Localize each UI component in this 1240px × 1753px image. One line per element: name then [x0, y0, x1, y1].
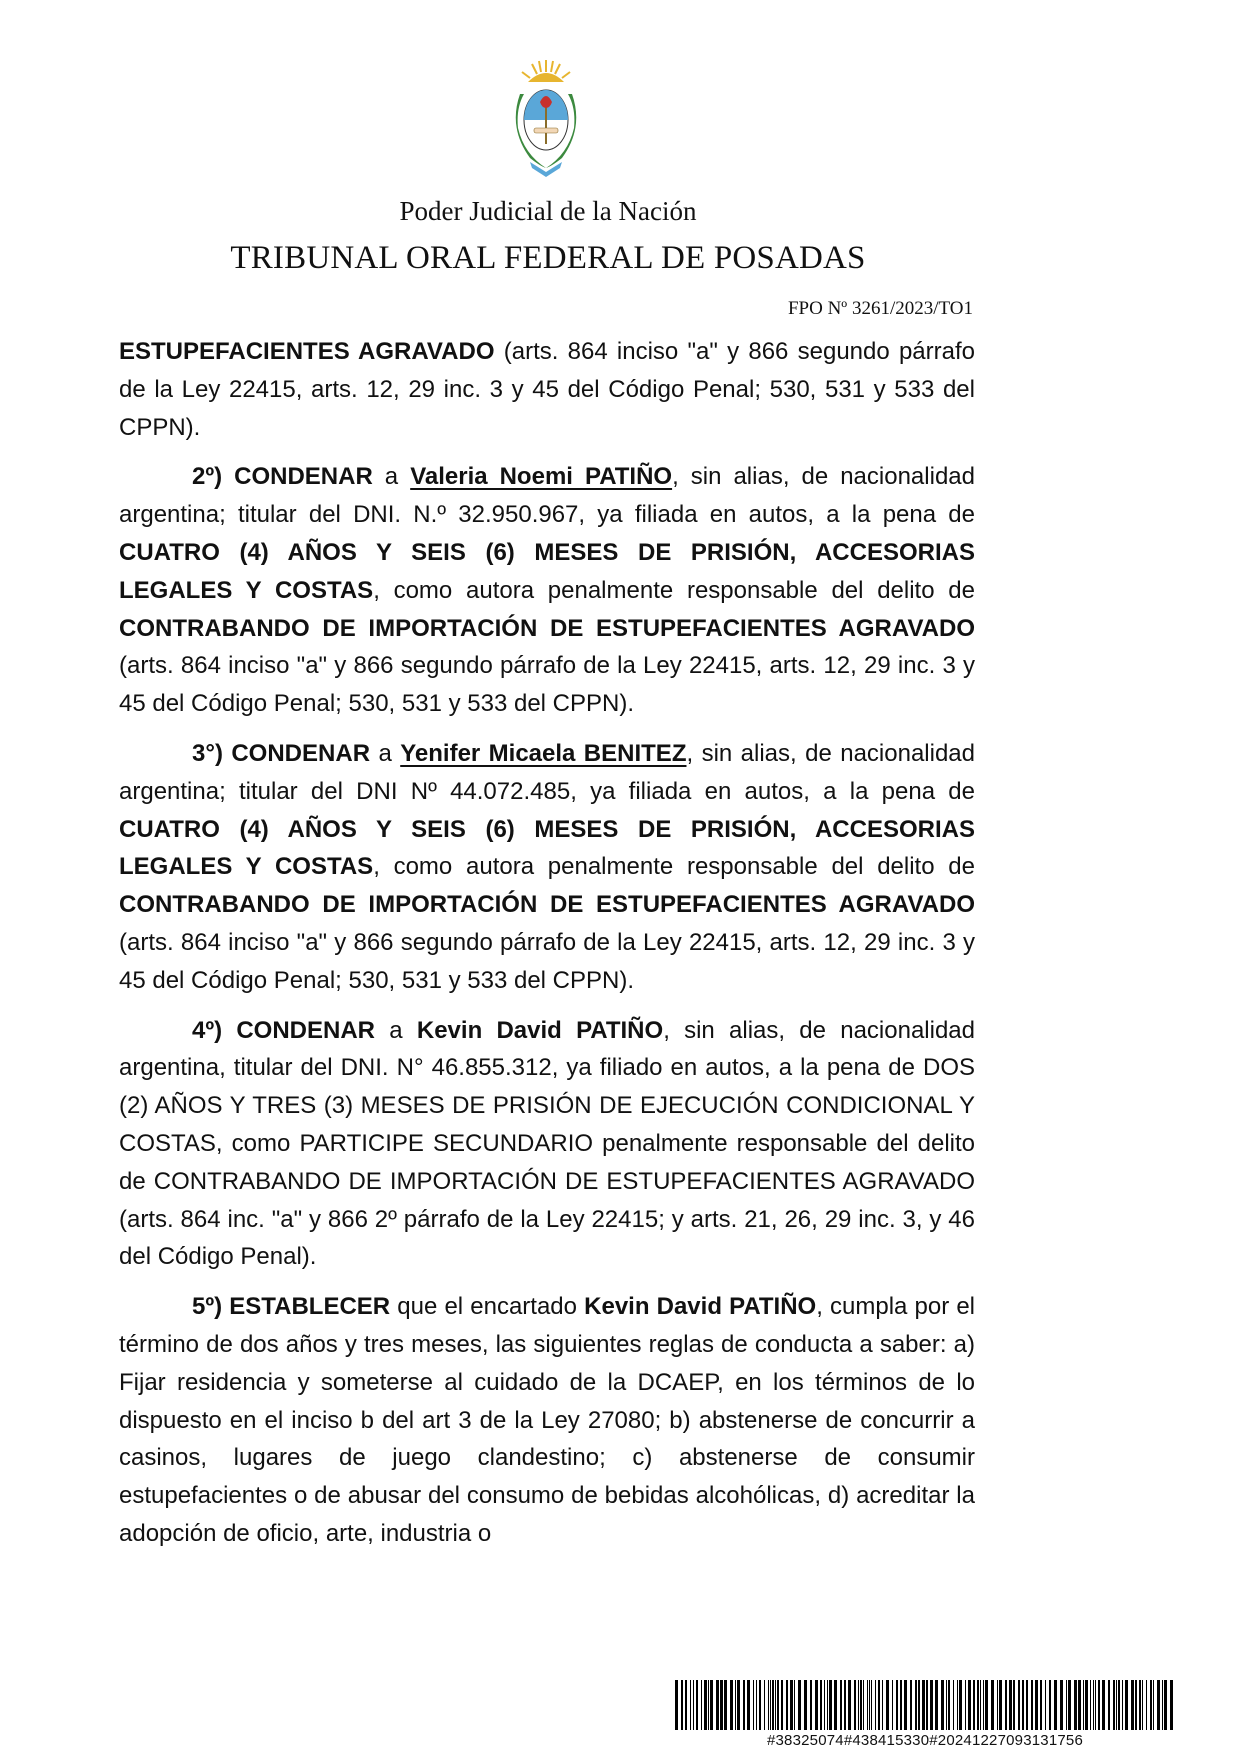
barcode-bar — [900, 1680, 902, 1730]
barcode-bar — [690, 1680, 691, 1730]
barcode-bar — [701, 1680, 702, 1730]
defendant-name: Valeria Noemi PATIÑO — [410, 463, 673, 491]
barcode-bar — [977, 1680, 979, 1730]
barcode-bar — [730, 1680, 733, 1730]
barcode-bar — [804, 1680, 807, 1730]
barcode-bar — [985, 1680, 988, 1730]
barcode-bar — [1108, 1680, 1110, 1730]
barcode-bar — [922, 1680, 925, 1730]
barcode-bar — [1113, 1680, 1115, 1730]
barcode-bar — [743, 1680, 745, 1730]
barcode-bar — [1135, 1680, 1137, 1730]
barcode-bar — [1083, 1680, 1084, 1730]
barcode-bar — [918, 1680, 920, 1730]
defendant-name: Yenifer Micaela BENITEZ — [400, 739, 687, 767]
coat-of-arms-icon — [506, 58, 586, 180]
sentence: CUATRO (4) AÑOS Y SEIS (6) MESES DE PRISIÓN, ACCESORIAS LEGALES Y COSTAS — [119, 815, 975, 881]
barcode-bar — [896, 1680, 898, 1730]
barcode-bar — [999, 1680, 1002, 1730]
barcode-bar — [959, 1680, 962, 1730]
barcode-bar — [781, 1680, 783, 1730]
barcode-bar — [892, 1680, 893, 1730]
barcode-bar — [871, 1680, 872, 1730]
barcode-bar — [735, 1680, 736, 1730]
legal-citation: (arts. 864 inciso "a" y 866 segundo párrafo de la Ley 22415, arts. 12, 29 inc. 3 y 45 del Código Penal; 530, 531 y 533 del CPPN). — [119, 652, 975, 718]
crime-name: ESTUPEFACIENTES AGRAVADO — [119, 338, 495, 365]
barcode-bar — [1153, 1680, 1154, 1730]
barcode-bar — [770, 1680, 771, 1730]
barcode-bar — [1098, 1680, 1100, 1730]
barcode-bar — [1116, 1680, 1117, 1730]
barcode-bar — [840, 1680, 842, 1730]
barcode-bar — [710, 1680, 713, 1730]
barcode-bar — [724, 1680, 727, 1730]
barcode-bar — [878, 1680, 880, 1730]
barcode-bar — [737, 1680, 740, 1730]
barcode-bar — [997, 1680, 998, 1730]
barcode-bar — [1090, 1680, 1091, 1730]
barcode-bar — [820, 1680, 822, 1730]
barcode-bar — [1139, 1680, 1141, 1730]
ruling-label: 5º) ESTABLECER — [192, 1293, 391, 1321]
barcode-bar — [720, 1680, 723, 1730]
barcode-bar — [1018, 1680, 1020, 1730]
barcode-bar — [1131, 1680, 1134, 1730]
paragraph-4: 4º) CONDENAR a Kevin David PATIÑO, sin alias, de nacionalidad argentina, titular del DNI. N° 46.855.312, ya filiado en autos, a la pena de DOS (2) AÑOS Y TRES (3) MESES DE PRISIÓN DE EJECUCIÓN CONDICIONAL Y COSTAS, como PARTICIPE SECUNDARIO penalmente responsable del delito de CONTRABANDO DE IMPORTACIÓN DE ESTUPEFACIENTES AGRAVADO (arts. 864 inc. "a" y 866 2º párrafo de la Ley 22415; y arts. 21, 26, 29 inc. 3, y 46 del Código Penal). — [119, 1016, 976, 1271]
crime-name: CONTRABANDO DE IMPORTACIÓN DE ESTUPEFACIENTES AGRAVADO — [119, 891, 975, 919]
barcode-icon — [675, 1680, 1175, 1730]
barcode-bar — [1035, 1680, 1038, 1730]
header-court: TRIBUNAL ORAL FEDERAL DE POSADAS — [230, 240, 866, 276]
barcode-bar — [860, 1680, 862, 1730]
barcode-bar — [693, 1680, 694, 1730]
barcode-bar — [764, 1680, 765, 1730]
barcode-bar — [1031, 1680, 1033, 1730]
barcode-bar — [777, 1680, 779, 1730]
paragraph-3: 3°) CONDENAR a Yenifer Micaela BENITEZ, sin alias, de nacionalidad argentina; titular del DNI Nº 44.072.485, ya filiada en autos, a la pena de CUATRO (4) AÑOS Y SEIS (6) MESES DE PRISIÓN, ACCESORIAS LEGALES Y COSTAS, como autora penalmente responsable del delito de CONTRABANDO DE IMPORTACIÓN DE ESTUPEFACIENTES AGRAVADO (arts. 864 inciso "a" y 866 segundo párrafo de la Ley 22415, arts. 12, 29 inc. 3 y 45 del Código Penal; 530, 531 y 533 del CPPN). — [119, 739, 976, 994]
document-body — [119, 333, 975, 1565]
barcode-bar — [1054, 1680, 1057, 1730]
barcode-bar — [1162, 1680, 1163, 1730]
paragraph-1 — [119, 333, 975, 446]
barcode-bar — [1102, 1680, 1105, 1730]
defendant-name: Kevin David PATIÑO — [584, 1293, 817, 1321]
barcode-bar — [1125, 1680, 1128, 1730]
barcode-bar — [991, 1680, 994, 1730]
barcode-bar — [926, 1680, 928, 1730]
barcode-bar — [1074, 1680, 1077, 1730]
barcode-bar — [1022, 1680, 1024, 1730]
barcode-bar — [1118, 1680, 1120, 1730]
barcode-bar — [858, 1680, 859, 1730]
barcode-bar — [1146, 1680, 1147, 1730]
barcode-bar — [768, 1680, 769, 1730]
barcode-bar — [869, 1680, 870, 1730]
barcode-bar — [854, 1680, 856, 1730]
barcode-bar — [1009, 1680, 1012, 1730]
barcode-bar — [848, 1680, 851, 1730]
barcode-bar — [696, 1680, 698, 1730]
barcode-bar — [790, 1680, 793, 1730]
barcode-bar — [1026, 1680, 1028, 1730]
barcode-bar — [756, 1680, 757, 1730]
barcode-bar — [829, 1680, 832, 1730]
barcode-bar — [1150, 1680, 1152, 1730]
barcode-bar — [685, 1680, 687, 1730]
barcode-bar — [941, 1680, 944, 1730]
barcode-bar — [867, 1680, 868, 1730]
barcode-bar — [834, 1680, 837, 1730]
barcode-bar — [1045, 1680, 1046, 1730]
barcode-bar — [935, 1680, 938, 1730]
barcode-bar — [786, 1680, 788, 1730]
barcode-bar — [824, 1680, 825, 1730]
barcode-bar — [1142, 1680, 1143, 1730]
barcode-bar — [948, 1680, 950, 1730]
barcode-bar — [794, 1680, 795, 1730]
barcode-bar — [953, 1680, 954, 1730]
barcode-bar — [798, 1680, 801, 1730]
ruling-label: 3°) CONDENAR — [192, 739, 371, 767]
legal-citation: (arts. 864 inciso "a" y 866 segundo párrafo de la Ley 22415, arts. 12, 29 inc. 3 y 45 del Código Penal; 530, 531 y 533 del CPPN). — [119, 928, 975, 994]
header-institution: Poder Judicial de la Nación — [399, 196, 697, 226]
barcode-bar — [1085, 1680, 1088, 1730]
barcode-bar — [1068, 1680, 1071, 1730]
barcode-bar — [704, 1680, 707, 1730]
barcode-bar — [1013, 1680, 1015, 1730]
barcode-bar — [753, 1680, 754, 1730]
legal-citation: (arts. 864 inciso "a" y 866 segundo párrafo de la Ley 22415, arts. 12, 29 inc. 3 y 45 del Código Penal; 530, 531 y 533 del CPPN). — [119, 338, 975, 441]
barcode-bar — [1060, 1680, 1063, 1730]
barcode-bar — [759, 1680, 761, 1730]
ruling-label: 2º) CONDENAR — [192, 463, 373, 491]
barcode-bar — [1005, 1680, 1007, 1730]
barcode-bar — [957, 1680, 958, 1730]
barcode-bar — [1122, 1680, 1123, 1730]
barcode-number: #38325074#438415330#20241227093131756 — [766, 1732, 1084, 1749]
barcode-bar — [844, 1680, 846, 1730]
barcode-bar — [1078, 1680, 1081, 1730]
barcode-bar — [716, 1680, 719, 1730]
paragraph-5: 5º) ESTABLECER que el encartado Kevin David PATIÑO, cumpla por el término de dos años y tres meses, las siguientes reglas de conducta a saber: a) Fijar residencia y someterse al cuidado de la DCAEP, en los términos de lo dispuesto en el inciso b del art 3 de la Ley 27080; b) abstenerse de concurrir a casinos, lugares de juego clandestino; c) abstenerse de consumir estupefacientes o de abusar del consumo de bebidas alcohólicas, d) acreditar la adopción de oficio, arte, industria o — [119, 1293, 976, 1547]
barcode-bar — [973, 1680, 975, 1730]
barcode-bar — [1095, 1680, 1096, 1730]
barcode-bar — [882, 1680, 883, 1730]
barcode-bar — [1170, 1680, 1173, 1730]
crime-name: CONTRABANDO DE IMPORTACIÓN DE ESTUPEFACIENTES AGRAVADO — [119, 614, 975, 642]
barcode-bar — [886, 1680, 889, 1730]
barcode-bar — [863, 1680, 864, 1730]
barcode-bar — [875, 1680, 876, 1730]
barcode-bar — [1093, 1680, 1094, 1730]
barcode-bar — [980, 1680, 981, 1730]
barcode-bar — [1049, 1680, 1051, 1730]
paragraph-2: 2º) CONDENAR a Valeria Noemi PATIÑO, sin alias, de nacionalidad argentina; titular del DNI. N.º 32.950.967, ya filiada en autos, a la pena de CUATRO (4) AÑOS Y SEIS (6) MESES DE PRISIÓN, ACCESORIAS LEGALES Y COSTAS, como autora penalmente responsable del delito de CONTRABANDO DE IMPORTACIÓN DE ESTUPEFACIENTES AGRAVADO (arts. 864 inciso "a" y 866 segundo párrafo de la Ley 22415, arts. 12, 29 inc. 3 y 45 del Código Penal; 530, 531 y 533 del CPPN). — [119, 463, 976, 718]
barcode-bar — [915, 1680, 917, 1730]
barcode-bar — [810, 1680, 812, 1730]
barcode-bar — [815, 1680, 818, 1730]
barcode-bar — [747, 1680, 750, 1730]
barcode-bar — [827, 1680, 828, 1730]
barcode-bar — [930, 1680, 933, 1730]
barcode-bar — [1157, 1680, 1160, 1730]
barcode-bar — [983, 1680, 984, 1730]
case-number: FPO Nº 3261/2023/TO1 — [787, 298, 973, 319]
barcode-bar — [681, 1680, 683, 1730]
barcode-bar — [1040, 1680, 1042, 1730]
sentence: CUATRO (4) AÑOS Y SEIS (6) MESES DE PRISIÓN, ACCESORIAS LEGALES Y COSTAS — [119, 538, 975, 604]
barcode-bar — [775, 1680, 776, 1730]
barcode-bar — [1066, 1680, 1067, 1730]
defendant-name: Kevin David PATIÑO — [416, 1016, 664, 1044]
ruling-label: 4º) CONDENAR — [192, 1016, 376, 1044]
barcode-bar — [708, 1680, 709, 1730]
barcode-bar — [910, 1680, 912, 1730]
barcode-bar — [1164, 1680, 1167, 1730]
barcode-bar — [772, 1680, 774, 1730]
barcode-bar — [904, 1680, 907, 1730]
barcode-bar — [675, 1680, 678, 1730]
barcode-bar — [968, 1680, 971, 1730]
barcode-bar — [965, 1680, 966, 1730]
barcode-bar — [946, 1680, 947, 1730]
